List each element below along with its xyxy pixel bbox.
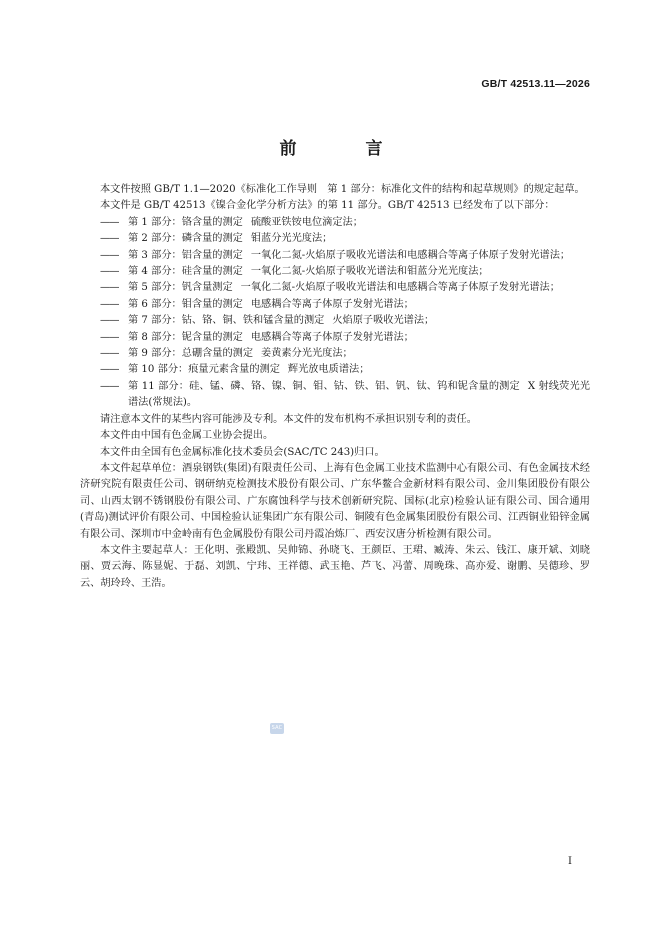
page-number: I bbox=[568, 856, 572, 867]
part-method: 一氧化二氮-火焰原子吸收光谱法和钼蓝分光光度法； bbox=[250, 266, 489, 278]
part-label: 第 3 部分：铝含量的测定 bbox=[128, 249, 243, 261]
dash-bullet: —— bbox=[100, 233, 119, 245]
part-method: 电感耦合等离子体原子发射光谱法； bbox=[250, 298, 414, 310]
intro-paragraph-2: 本文件是 GB/T 42513《镍合金化学分析方法》的第 11 部分。GB/T 42513 已经发布了以下部分： bbox=[100, 200, 555, 212]
part-method: 火焰原子吸收光谱法； bbox=[332, 315, 435, 327]
part-label: 第 5 部分：钒含量测定 bbox=[128, 282, 233, 294]
part-label: 第 11 部分：硅、锰、磷、铬、镍、铜、钼、钴、铁、铝、钒、钛、钨和铌含量的测定 bbox=[128, 380, 520, 392]
foreword-body bbox=[80, 182, 590, 592]
part-method: 一氧化二氮-火焰原子吸收光谱法和电感耦合等离子体原子发射光谱法； bbox=[240, 282, 560, 294]
list-item bbox=[80, 379, 590, 412]
list-item bbox=[80, 330, 590, 346]
dash-bullet: —— bbox=[100, 216, 119, 228]
page-title: 前 言 bbox=[279, 139, 409, 159]
drafting-organizations: 本文件起草单位：酒泉钢铁(集团)有限责任公司、上海有色金属工业技术监测中心有限公司、有色金属技术经济研究院有限责任公司、钢研纳克检测技术股份有限公司、广东华鳌合金新材料有限公司、金川集团股份有限公司、山西太钢不锈钢股份有限公司、广东腐蚀科学与技术创新研究院、国标(北京)检验认证有限公司、国合通用(青岛)测试评价有限公司、中国检验认证集团广东有限公司、铜陵有色金属集团股份有限公司、江西铜业铅锌金属有限公司、深圳市中金岭南有色金属股份有限公司丹霞冶炼厂、西安汉唐分析检测有限公司。 bbox=[80, 462, 590, 540]
intro-paragraph-1: 本文件按照 GB/T 1.1—2020《标准化工作导则 第 1 部分：标准化文件的结构和起草规则》的规定起草。 bbox=[100, 184, 585, 195]
list-item bbox=[80, 215, 590, 231]
proposer-paragraph: 本文件由中国有色金属工业协会提出。 bbox=[100, 430, 274, 442]
part-label: 第 7 部分：钴、铬、铜、铁和锰含量的测定 bbox=[128, 315, 325, 327]
dash-bullet: —— bbox=[100, 315, 119, 327]
dash-bullet: —— bbox=[100, 266, 119, 278]
dash-bullet: —— bbox=[100, 331, 119, 343]
list-item bbox=[80, 313, 590, 329]
list-item bbox=[80, 346, 590, 362]
part-method: 电感耦合等离子体原子发射光谱法； bbox=[250, 331, 414, 343]
part-method: 辉光放电质谱法； bbox=[287, 364, 370, 376]
dash-bullet: —— bbox=[100, 282, 119, 294]
committee-paragraph: 本文件由全国有色金属标准化技术委员会(SAC/TC 243)归口。 bbox=[100, 446, 385, 458]
sac-watermark-logo: SAC bbox=[270, 723, 284, 734]
dash-bullet: —— bbox=[100, 249, 119, 261]
dash-bullet: —— bbox=[100, 380, 119, 392]
part-label: 第 8 部分：铌含量的测定 bbox=[128, 331, 243, 343]
dash-bullet: —— bbox=[100, 364, 119, 376]
part-method: 姜黄素分光光度法； bbox=[261, 348, 353, 360]
part-method: 一氧化二氮-火焰原子吸收光谱法和电感耦合等离子体原子发射光谱法； bbox=[250, 249, 571, 261]
list-item bbox=[80, 231, 590, 247]
dash-bullet: —— bbox=[100, 348, 119, 360]
list-item bbox=[80, 362, 590, 378]
published-parts-list bbox=[80, 215, 590, 412]
part-label: 第 9 部分：总硼含量的测定 bbox=[128, 348, 254, 360]
patent-notice: 请注意本文件的某些内容可能涉及专利。本文件的发布机构不承担识别专利的责任。 bbox=[100, 413, 477, 425]
list-item bbox=[80, 280, 590, 296]
part-label: 第 4 部分：硅含量的测定 bbox=[128, 266, 243, 278]
part-label: 第 2 部分：磷含量的测定 bbox=[128, 233, 243, 245]
part-method: X 射线荧光光谱法(常规法)。 bbox=[128, 380, 590, 409]
dash-bullet: —— bbox=[100, 298, 119, 310]
list-item bbox=[80, 248, 590, 264]
standard-code: GB/T 42513.11—2026 bbox=[481, 78, 590, 90]
part-label: 第 6 部分：钼含量的测定 bbox=[128, 298, 243, 310]
list-item bbox=[80, 264, 590, 280]
part-label: 第 10 部分：痕量元素含量的测定 bbox=[128, 364, 280, 376]
drafters: 本文件主要起草人：王化明、张殿凯、吴帅锦、孙晓飞、王颜臣、王珺、臧涛、朱云、钱江、康开斌、刘晓丽、贾云海、陈显妮、于磊、刘凯、宁玮、王祥德、武玉艳、芦飞、冯蕾、周晚珠、高亦爱、谢鹏、吴德珍、罗云、胡玲玲、王浩。 bbox=[80, 544, 590, 589]
part-label: 第 1 部分：铬含量的测定 bbox=[128, 216, 243, 228]
list-item bbox=[80, 297, 590, 313]
part-method: 硫酸亚铁铵电位滴定法； bbox=[250, 216, 363, 228]
part-method: 钼蓝分光光度法； bbox=[250, 233, 333, 245]
